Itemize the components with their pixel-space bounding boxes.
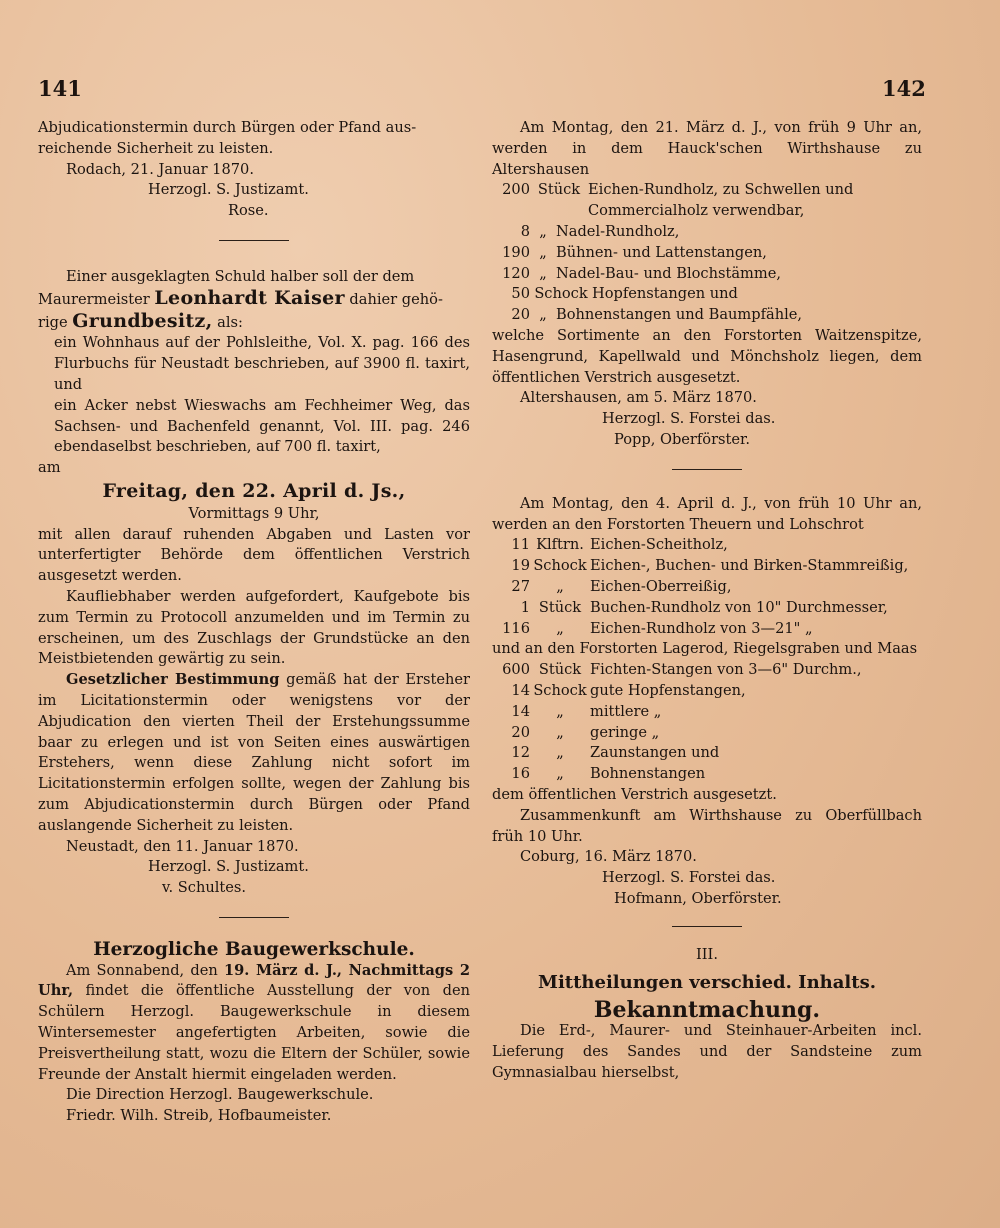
notice-date: Coburg, 16. März 1870. (520, 848, 697, 866)
notice-date: Rodach, 21. Januar 1870. (66, 160, 254, 178)
paragraph (38, 961, 470, 1086)
item-quantity: 12 (511, 744, 530, 762)
list-item (492, 764, 922, 785)
signature-office: Herzogl. S. Forstei das. (602, 869, 776, 887)
auction-date: Freitag, den 22. April d. Js., (102, 479, 406, 502)
list-item (492, 535, 922, 556)
section-number: III. (696, 945, 718, 963)
subsection-heading: Bekanntmachung. (593, 997, 821, 1024)
list-item (492, 222, 922, 243)
item-unit: Schock (533, 557, 587, 575)
text-span: rige (38, 313, 68, 331)
list-item (492, 284, 922, 305)
item-unit: Klftrn. (536, 536, 584, 554)
item-description: Eichen-Scheitholz, (590, 536, 728, 554)
item-description: Eichen-Rundholz, zu Schwellen und Commercialholz verwendbar, (588, 181, 854, 220)
paragraph: dem öffentlichen Verstrich ausgesetzt. (492, 785, 777, 803)
item-quantity: 19 (511, 557, 530, 575)
item-unit: „ (556, 765, 564, 783)
item-unit: „ (556, 702, 564, 720)
notice-coburg (492, 494, 922, 910)
paragraph: Zusammenkunft am Wirthshause zu Oberfüllbach früh 10 Uhr. (492, 806, 922, 845)
property-term: Grundbesitz, (72, 309, 213, 332)
list-item (492, 243, 922, 264)
paragraph: Am Montag, den 21. März d. J., von früh 9 Uhr an, werden in dem Hauck'schen Wirthshause zu Altershausen (492, 119, 922, 178)
separator (672, 469, 742, 470)
paragraph: welche Sortimente an den Forstorten Waitzenspitze, Hasengrund, Kapellwald und Mönchsholz liegen, dem öffentlichen Verstrich ausgesetzt. (492, 326, 922, 386)
paragraph: Die Erd-, Maurer- und Steinhauer-Arbeiten incl. Lieferung des Sandes und der Sandsteine zum Gymnasialbau hierselbst, (492, 1022, 922, 1081)
list-item (492, 180, 922, 222)
item-quantity: 190 (502, 243, 530, 261)
list-item (492, 577, 922, 598)
notice-date: Altershausen, am 5. März 1870. (520, 389, 757, 407)
item-unit: „ (556, 723, 564, 741)
item-quantity: 116 (502, 619, 530, 637)
item-description: Eichen-Rundholz von 3—21" „ (590, 619, 813, 637)
page-number-left: 141 (38, 76, 82, 101)
property-item: ein Wohnhaus auf der Pohlsleithe, Vol. X. pag. 166 des Flurbuchs für Neustadt beschrieben, auf 3900 fl. taxirt, und (54, 334, 470, 393)
item-quantity: 27 (511, 577, 530, 595)
item-list (492, 660, 922, 785)
item-unit: „ (539, 306, 547, 324)
item-quantity: 16 (511, 765, 530, 783)
item-quantity: 8 (520, 222, 530, 240)
item-unit: „ (539, 243, 547, 261)
item-quantity: 120 (502, 264, 530, 282)
list-item (492, 681, 922, 702)
item-quantity: 600 (502, 661, 530, 679)
item-list (492, 180, 922, 326)
notice-neustadt (38, 267, 470, 899)
item-description: Eichen-Oberreißig, (590, 577, 732, 595)
item-unit: „ (556, 744, 564, 762)
separator (219, 240, 289, 241)
text-line: Abjudicationstermin durch Bürgen oder Pfand aus- (38, 119, 417, 136)
item-description: Hopfenstangen und (592, 285, 738, 303)
separator (672, 926, 742, 927)
signature-name: Friedr. Wilh. Streib, Hofbaumeister. (66, 1107, 332, 1125)
separator (219, 917, 289, 918)
notice-altershausen (492, 118, 922, 451)
section-heading: Mittheilungen verschied. Inhalts. (538, 972, 876, 994)
signature-office: Herzogl. S. Justizamt. (148, 858, 309, 876)
item-description: geringe „ (590, 723, 660, 741)
item-unit: Schock (533, 681, 587, 699)
item-description: Zaunstangen und (590, 744, 720, 762)
signature-office: Herzogl. S. Justizamt. (148, 181, 309, 199)
auction-time: Vormittags 9 Uhr, (188, 504, 320, 522)
item-description: Bohnenstangen (590, 765, 706, 783)
notice-date: Neustadt, den 11. Januar 1870. (66, 837, 299, 855)
signature-name: Popp, Oberförster. (614, 430, 751, 448)
item-description: Fichten-Stangen von 3—6" Durchm., (590, 661, 862, 679)
paragraph (38, 670, 470, 836)
item-quantity: 11 (511, 536, 530, 554)
text-span: dahier gehö- (349, 290, 443, 308)
item-unit: Stück (538, 598, 582, 616)
signature-office: Die Direction Herzogl. Baugewerkschule. (66, 1086, 374, 1104)
text-line (38, 311, 470, 334)
item-unit: „ (539, 264, 547, 282)
item-quantity: 20 (511, 306, 530, 324)
text-line: reichende Sicherheit zu leisten. (38, 139, 274, 157)
text-line: Einer ausgeklagten Schuld halber soll der dem (66, 267, 415, 285)
paragraph: und an den Forstorten Lagerod, Riegelsgraben und Maas (492, 640, 918, 658)
item-unit: „ (556, 577, 564, 595)
text-span: Gesetzlicher Bestimmung (66, 671, 280, 689)
item-description: Bohnenstangen und Baumpfähle, (556, 306, 803, 324)
item-description: gute Hopfenstangen, (590, 681, 746, 699)
text-line: am (38, 459, 61, 477)
signature-office: Herzogl. S. Forstei das. (602, 410, 776, 428)
paragraph: Am Montag, den 4. April d. J., von früh 10 Uhr an, werden an den Forstorten Theuern und Lohschrot (492, 494, 922, 533)
paragraph: mit allen darauf ruhenden Abgaben und Lasten vor unterfertigter Behörde dem öffentlichen Verstrich ausgesetzt werden. (38, 525, 470, 585)
text-span: als: (217, 313, 243, 331)
person-name: Leonhardt Kaiser (154, 286, 345, 309)
left-column (38, 118, 470, 1127)
section-iii (492, 945, 922, 1084)
list-item (492, 598, 922, 619)
text-line (38, 288, 470, 311)
property-item: ein Acker nebst Wieswachs am Fechheimer Weg, das Sachsen- und Bachenfeld genannt, Vol. III. pag. 246 ebendaselbst beschrieben, auf 700 fl. taxirt, (54, 396, 470, 456)
item-unit: Schock (534, 285, 588, 303)
list-item (492, 619, 922, 640)
list-item (492, 660, 922, 681)
item-unit: Stück (537, 181, 581, 199)
page-number-right: 142 (882, 76, 926, 101)
item-description: Nadel-Rundholz, (556, 222, 680, 240)
signature-name: Rose. (228, 202, 269, 220)
item-quantity: 14 (511, 702, 530, 720)
item-description: Eichen-, Buchen- und Birken-Stammreißig, (590, 557, 909, 575)
item-description: mittlere „ (590, 702, 662, 720)
item-quantity: 1 (520, 598, 530, 616)
item-description: Bühnen- und Lattenstangen, (556, 243, 767, 261)
signature-name: v. Schultes. (162, 879, 247, 897)
notice-baugewerkschule (38, 940, 470, 1127)
text-span: gemäß hat der Ersteher im Licitationstermin oder wenigstens vor der Abjudication den vierten Theil der Erstehungssumme baar zu erlegen und ist von Seiten eines auswärtigen Erstehers, wenn diese Zahlung nicht sofort im Licitationstermin erfolgen sollte, wegen der Zahlung bis zum Abjudicationstermin durch Bürgen oder Pfand auslangende Sicherheit zu leisten. (38, 671, 471, 834)
text-span: Am Sonnabend, den (66, 961, 218, 979)
item-description: Nadel-Bau- und Blochstämme, (556, 264, 781, 282)
list-item (492, 556, 922, 577)
item-unit: „ (556, 619, 564, 637)
event-date: 19. März d. J., Nachmittags 2 Uhr, (38, 961, 471, 1000)
list-item (492, 743, 922, 764)
paragraph: Kaufliebhaber werden aufgefordert, Kaufgebote bis zum Termin zu Protocoll anzumelden und im Termin zu erscheinen, um des Zuschlags der Grundstücke an den Meistbietenden gewärtig zu sein. (38, 587, 470, 668)
item-unit: Stück (538, 661, 582, 679)
text-span: findet die öffentliche Ausstellung der von den Schülern Herzogl. Baugewerkschule in diesem Wintersemester angefertigten Arbeiten, sowie die Preisvertheilung statt, wozu die Eltern der Schüler, sowie Freunde der Anstalt hiermit eingeladen werden. (38, 982, 471, 1083)
list-item (492, 723, 922, 744)
section-heading: Herzogliche Baugewerkschule. (93, 938, 415, 960)
list-item (492, 264, 922, 285)
item-quantity: 50 (511, 285, 530, 303)
right-column (492, 118, 922, 1083)
item-quantity: 14 (511, 681, 530, 699)
item-description: Buchen-Rundholz von 10" Durchmesser, (590, 598, 888, 616)
item-list (492, 535, 922, 639)
signature-name: Hofmann, Oberförster. (614, 889, 782, 907)
item-quantity: 20 (511, 723, 530, 741)
notice-rodach (38, 118, 470, 222)
text-span: Maurermeister (38, 290, 150, 308)
list-item (492, 305, 922, 326)
list-item (492, 702, 922, 723)
item-quantity: 200 (502, 181, 530, 199)
item-unit: „ (539, 222, 547, 240)
